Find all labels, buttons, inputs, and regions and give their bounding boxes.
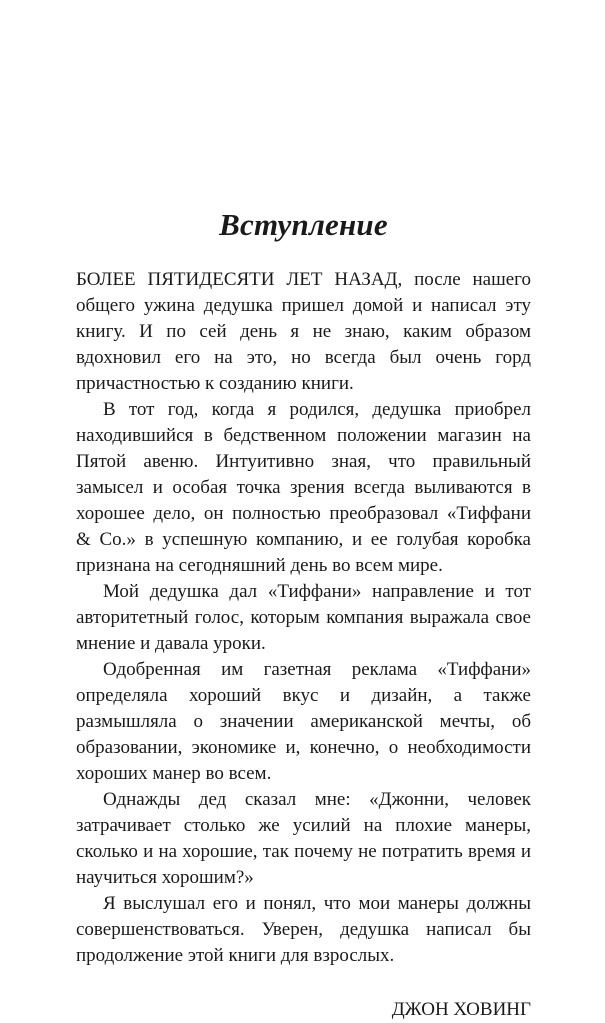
chapter-title: Вступление (219, 207, 388, 242)
book-page (76, 205, 531, 1023)
paragraph-6: Я выслушал его и понял, что мои манеры должны совершенствоваться. Уверен, дедушка написал бы продолжение этой книги для взрослых. (76, 893, 531, 966)
paragraph-1: БОЛЕЕ ПЯТИДЕСЯТИ ЛЕТ НАЗАД, после нашего общего ужина дедушка пришел домой и написал эту книгу. И по сей день я не знаю, каким образом вдохновил его на это, но всегда был очень горд причастностью к созданию книги. (76, 269, 531, 394)
paragraph-2: В тот год, когда я родился, дедушка приобрел находившийся в бедственном положении магазин на Пятой авеню. Интуитивно зная, что правильный замысел и особая точка зрения всегда выливаются в хорошее дело, он полностью преобразовал «Тиффани & Co.» в успешную компанию, и ее голубая коробка признана на сегодняшний день во всем мире. (76, 399, 531, 576)
author-signature: ДЖОН ХОВИНГ (391, 999, 531, 1020)
paragraph-3: Мой дедушка дал «Тиффани» направление и тот авторитетный голос, которым компания выражала свое мнение и давала уроки. (76, 581, 531, 654)
paragraph-4: Одобренная им газетная реклама «Тиффани» определяла хороший вкус и дизайн, а также размышляла о значении американской мечты, об образовании, экономике и, конечно, о необходимости хороших манер во всем. (76, 659, 531, 784)
paragraph-5: Однажды дед сказал мне: «Джонни, человек затрачивает столько же усилий на плохие манеры, сколько и на хорошие, так почему не потратить время и научиться хорошим?» (76, 789, 531, 888)
